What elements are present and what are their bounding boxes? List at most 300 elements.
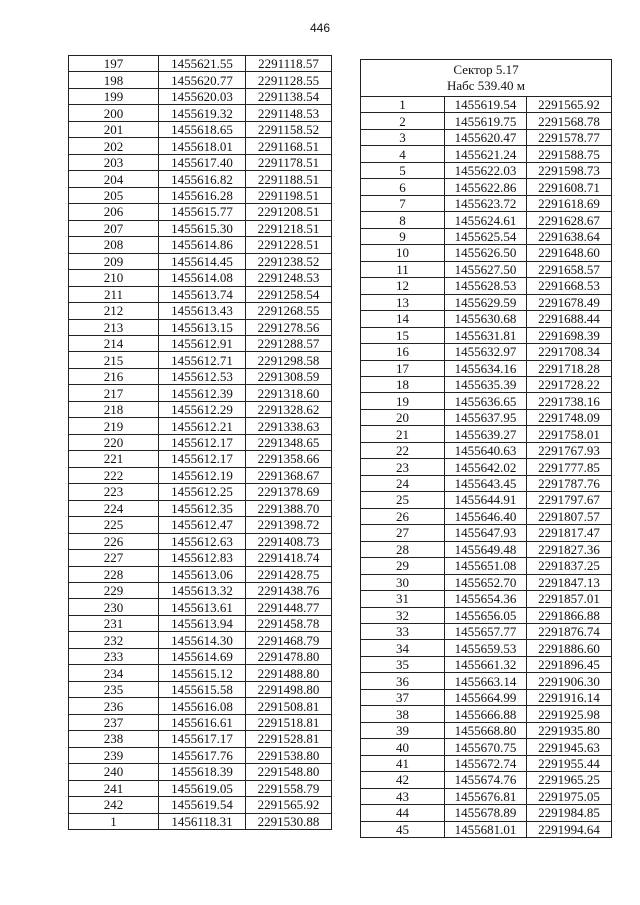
x-coordinate-cell: 1455614.69: [159, 648, 246, 664]
table-row: [361, 755, 612, 771]
table-row: [361, 442, 612, 458]
x-coordinate-cell: 1455619.54: [159, 797, 246, 813]
y-coordinate-cell: 2291538.80: [246, 747, 332, 763]
x-coordinate-cell: 1455612.17: [159, 434, 246, 450]
table-row: [69, 171, 332, 187]
y-coordinate-cell: 2291935.80: [527, 722, 612, 738]
point-number-cell: 45: [361, 821, 445, 837]
x-coordinate-cell: 1455613.15: [159, 319, 246, 335]
table-row: [361, 591, 612, 607]
y-coordinate-cell: 2291994.64: [527, 821, 612, 837]
y-coordinate-cell: 2291618.69: [527, 195, 612, 211]
x-coordinate-cell: 1455634.16: [445, 360, 527, 376]
y-coordinate-cell: 2291378.69: [246, 484, 332, 500]
point-number-cell: 1: [361, 97, 445, 113]
x-coordinate-cell: 1455622.03: [445, 162, 527, 178]
x-coordinate-cell: 1455612.35: [159, 500, 246, 516]
y-coordinate-cell: 2291698.39: [527, 327, 612, 343]
table-row: [69, 714, 332, 730]
table-row: [361, 525, 612, 541]
x-coordinate-cell: 1455668.80: [445, 722, 527, 738]
x-coordinate-cell: 1455620.03: [159, 88, 246, 104]
point-number-cell: 209: [69, 253, 159, 269]
x-coordinate-cell: 1455635.39: [445, 376, 527, 392]
y-coordinate-cell: 2291348.65: [246, 434, 332, 450]
y-coordinate-cell: 2291368.67: [246, 467, 332, 483]
y-coordinate-cell: 2291498.80: [246, 681, 332, 697]
x-coordinate-cell: 1456118.31: [159, 813, 246, 829]
point-number-cell: 25: [361, 492, 445, 508]
x-coordinate-cell: 1455612.71: [159, 352, 246, 368]
y-coordinate-cell: 2291338.63: [246, 418, 332, 434]
point-number-cell: 197: [69, 56, 159, 72]
table-row: [361, 739, 612, 755]
y-coordinate-cell: 2291268.55: [246, 303, 332, 319]
y-coordinate-cell: 2291318.60: [246, 385, 332, 401]
point-number-cell: 20: [361, 409, 445, 425]
page-number: 446: [309, 21, 331, 35]
y-coordinate-cell: 2291178.51: [246, 154, 332, 170]
point-number-cell: 199: [69, 88, 159, 104]
x-coordinate-cell: 1455620.77: [159, 72, 246, 88]
x-coordinate-cell: 1455621.24: [445, 146, 527, 162]
y-coordinate-cell: 2291827.36: [527, 541, 612, 557]
y-coordinate-cell: 2291488.80: [246, 665, 332, 681]
point-number-cell: 14: [361, 311, 445, 327]
y-coordinate-cell: 2291658.57: [527, 261, 612, 277]
x-coordinate-cell: 1455612.21: [159, 418, 246, 434]
point-number-cell: 208: [69, 237, 159, 253]
point-number-cell: 200: [69, 105, 159, 121]
x-coordinate-cell: 1455617.17: [159, 731, 246, 747]
x-coordinate-cell: 1455681.01: [445, 821, 527, 837]
y-coordinate-cell: 2291638.64: [527, 228, 612, 244]
y-coordinate-cell: 2291565.92: [246, 797, 332, 813]
x-coordinate-cell: 1455613.61: [159, 599, 246, 615]
point-number-cell: 5: [361, 162, 445, 178]
point-number-cell: 203: [69, 154, 159, 170]
x-coordinate-cell: 1455632.97: [445, 344, 527, 360]
x-coordinate-cell: 1455625.54: [445, 228, 527, 244]
point-number-cell: 230: [69, 599, 159, 615]
x-coordinate-cell: 1455656.05: [445, 607, 527, 623]
table-row: [361, 772, 612, 788]
point-number-cell: 228: [69, 566, 159, 582]
point-number-cell: 21: [361, 426, 445, 442]
point-number-cell: 236: [69, 698, 159, 714]
point-number-cell: 204: [69, 171, 159, 187]
sector-title: Сектор 5.17: [453, 62, 519, 77]
y-coordinate-cell: 2291298.58: [246, 352, 332, 368]
y-coordinate-cell: 2291817.47: [527, 525, 612, 541]
x-coordinate-cell: 1455614.45: [159, 253, 246, 269]
y-coordinate-cell: 2291258.54: [246, 286, 332, 302]
point-number-cell: 42: [361, 772, 445, 788]
point-number-cell: 9: [361, 228, 445, 244]
point-number-cell: 232: [69, 632, 159, 648]
x-coordinate-cell: 1455674.76: [445, 772, 527, 788]
point-number-cell: 43: [361, 788, 445, 804]
point-number-cell: 33: [361, 624, 445, 640]
x-coordinate-cell: 1455631.81: [445, 327, 527, 343]
table-row: [361, 459, 612, 475]
point-number-cell: 24: [361, 475, 445, 491]
y-coordinate-cell: 2291906.30: [527, 673, 612, 689]
y-coordinate-cell: 2291558.79: [246, 780, 332, 796]
point-number-cell: 225: [69, 517, 159, 533]
point-number-cell: 22: [361, 442, 445, 458]
y-coordinate-cell: 2291478.80: [246, 648, 332, 664]
table-row: [69, 681, 332, 697]
table-row: [69, 368, 332, 384]
point-number-cell: 213: [69, 319, 159, 335]
table-row: [361, 821, 612, 837]
table-row: [69, 352, 332, 368]
x-coordinate-cell: 1455661.32: [445, 656, 527, 672]
point-number-cell: 13: [361, 294, 445, 310]
y-coordinate-cell: 2291398.72: [246, 517, 332, 533]
x-coordinate-cell: 1455647.93: [445, 525, 527, 541]
table-row: [69, 187, 332, 203]
point-number-cell: 15: [361, 327, 445, 343]
y-coordinate-cell: 2291777.85: [527, 459, 612, 475]
x-coordinate-cell: 1455651.08: [445, 558, 527, 574]
y-coordinate-cell: 2291568.78: [527, 113, 612, 129]
x-coordinate-cell: 1455620.47: [445, 129, 527, 145]
x-coordinate-cell: 1455646.40: [445, 508, 527, 524]
y-coordinate-cell: 2291518.81: [246, 714, 332, 730]
y-coordinate-cell: 2291857.01: [527, 591, 612, 607]
x-coordinate-cell: 1455649.48: [445, 541, 527, 557]
table-row: [69, 335, 332, 351]
table-row: [69, 88, 332, 104]
table-row: [361, 624, 612, 640]
y-coordinate-cell: 2291408.73: [246, 533, 332, 549]
table-row: [69, 566, 332, 582]
y-coordinate-cell: 2291208.51: [246, 204, 332, 220]
table-row: [69, 138, 332, 154]
point-number-cell: 233: [69, 648, 159, 664]
point-number-cell: 214: [69, 335, 159, 351]
point-number-cell: 10: [361, 245, 445, 261]
table-row: [69, 72, 332, 88]
y-coordinate-cell: 2291975.05: [527, 788, 612, 804]
x-coordinate-cell: 1455678.89: [445, 805, 527, 821]
point-number-cell: 206: [69, 204, 159, 220]
table-row: [69, 615, 332, 631]
x-coordinate-cell: 1455612.47: [159, 517, 246, 533]
point-number-cell: 226: [69, 533, 159, 549]
x-coordinate-cell: 1455627.50: [445, 261, 527, 277]
point-number-cell: 241: [69, 780, 159, 796]
table-row: [361, 574, 612, 590]
y-coordinate-cell: 2291428.75: [246, 566, 332, 582]
y-coordinate-cell: 2291138.54: [246, 88, 332, 104]
y-coordinate-cell: 2291148.53: [246, 105, 332, 121]
x-coordinate-cell: 1455612.25: [159, 484, 246, 500]
x-coordinate-cell: 1455642.02: [445, 459, 527, 475]
point-number-cell: 7: [361, 195, 445, 211]
table-row: [69, 484, 332, 500]
x-coordinate-cell: 1455619.05: [159, 780, 246, 796]
x-coordinate-cell: 1455613.32: [159, 583, 246, 599]
table-row: [361, 475, 612, 491]
x-coordinate-cell: 1455615.58: [159, 681, 246, 697]
point-number-cell: 221: [69, 451, 159, 467]
x-coordinate-cell: 1455612.83: [159, 550, 246, 566]
y-coordinate-cell: 2291708.34: [527, 344, 612, 360]
table-row: [69, 434, 332, 450]
x-coordinate-cell: 1455624.61: [445, 212, 527, 228]
table-row: [69, 303, 332, 319]
x-coordinate-cell: 1455616.61: [159, 714, 246, 730]
x-coordinate-cell: 1455657.77: [445, 624, 527, 640]
coordinates-table-sector-body: [361, 60, 612, 838]
x-coordinate-cell: 1455640.63: [445, 442, 527, 458]
table-row: [361, 426, 612, 442]
table-row: [361, 344, 612, 360]
y-coordinate-cell: 2291118.57: [246, 56, 332, 72]
table-row: [361, 689, 612, 705]
x-coordinate-cell: 1455612.53: [159, 368, 246, 384]
coordinates-table-sector: [360, 59, 612, 838]
sector-header-cell: [361, 60, 612, 97]
table-row: [69, 731, 332, 747]
point-number-cell: 205: [69, 187, 159, 203]
table-row: [69, 451, 332, 467]
y-coordinate-cell: 2291438.76: [246, 583, 332, 599]
y-coordinate-cell: 2291158.52: [246, 121, 332, 137]
y-coordinate-cell: 2291288.57: [246, 335, 332, 351]
point-number-cell: 239: [69, 747, 159, 763]
point-number-cell: 44: [361, 805, 445, 821]
table-row: [361, 261, 612, 277]
x-coordinate-cell: 1455619.75: [445, 113, 527, 129]
point-number-cell: 41: [361, 755, 445, 771]
table-row: [361, 640, 612, 656]
sector-header-row: [361, 60, 612, 97]
table-row: [69, 385, 332, 401]
x-coordinate-cell: 1455612.39: [159, 385, 246, 401]
table-row: [361, 706, 612, 722]
point-number-cell: 28: [361, 541, 445, 557]
table-row: [361, 129, 612, 145]
table-row: [361, 212, 612, 228]
y-coordinate-cell: 2291728.22: [527, 376, 612, 392]
table-row: [69, 648, 332, 664]
table-row: [69, 813, 332, 829]
x-coordinate-cell: 1455621.55: [159, 56, 246, 72]
table-row: [361, 97, 612, 113]
point-number-cell: 223: [69, 484, 159, 500]
table-row: [361, 607, 612, 623]
table-row: [69, 270, 332, 286]
x-coordinate-cell: 1455618.39: [159, 764, 246, 780]
y-coordinate-cell: 2291448.77: [246, 599, 332, 615]
y-coordinate-cell: 2291847.13: [527, 574, 612, 590]
x-coordinate-cell: 1455618.01: [159, 138, 246, 154]
table-row: [69, 665, 332, 681]
x-coordinate-cell: 1455636.65: [445, 393, 527, 409]
table-row: [361, 673, 612, 689]
y-coordinate-cell: 2291328.62: [246, 401, 332, 417]
table-row: [361, 788, 612, 804]
y-coordinate-cell: 2291886.60: [527, 640, 612, 656]
x-coordinate-cell: 1455617.40: [159, 154, 246, 170]
table-row: [361, 179, 612, 195]
point-number-cell: 217: [69, 385, 159, 401]
x-coordinate-cell: 1455614.08: [159, 270, 246, 286]
table-row: [69, 500, 332, 516]
point-number-cell: 16: [361, 344, 445, 360]
y-coordinate-cell: 2291866.88: [527, 607, 612, 623]
x-coordinate-cell: 1455615.77: [159, 204, 246, 220]
point-number-cell: 27: [361, 525, 445, 541]
table-row: [361, 508, 612, 524]
point-number-cell: 207: [69, 220, 159, 236]
table-row: [69, 780, 332, 796]
point-number-cell: 242: [69, 797, 159, 813]
table-row: [69, 764, 332, 780]
point-number-cell: 29: [361, 558, 445, 574]
x-coordinate-cell: 1455614.86: [159, 237, 246, 253]
x-coordinate-cell: 1455664.99: [445, 689, 527, 705]
table-row: [69, 319, 332, 335]
point-number-cell: 31: [361, 591, 445, 607]
point-number-cell: 6: [361, 179, 445, 195]
y-coordinate-cell: 2291718.28: [527, 360, 612, 376]
table-row: [361, 376, 612, 392]
y-coordinate-cell: 2291876.74: [527, 624, 612, 640]
point-number-cell: 231: [69, 615, 159, 631]
table-row: [361, 656, 612, 672]
y-coordinate-cell: 2291767.93: [527, 442, 612, 458]
y-coordinate-cell: 2291787.76: [527, 475, 612, 491]
x-coordinate-cell: 1455628.53: [445, 278, 527, 294]
y-coordinate-cell: 2291668.53: [527, 278, 612, 294]
coordinates-table-left-body: [69, 56, 332, 830]
x-coordinate-cell: 1455617.76: [159, 747, 246, 763]
x-coordinate-cell: 1455630.68: [445, 311, 527, 327]
x-coordinate-cell: 1455612.63: [159, 533, 246, 549]
y-coordinate-cell: 2291925.98: [527, 706, 612, 722]
x-coordinate-cell: 1455652.70: [445, 574, 527, 590]
y-coordinate-cell: 2291308.59: [246, 368, 332, 384]
table-row: [361, 409, 612, 425]
point-number-cell: 2: [361, 113, 445, 129]
x-coordinate-cell: 1455676.81: [445, 788, 527, 804]
y-coordinate-cell: 2291468.79: [246, 632, 332, 648]
y-coordinate-cell: 2291168.51: [246, 138, 332, 154]
point-number-cell: 19: [361, 393, 445, 409]
x-coordinate-cell: 1455612.17: [159, 451, 246, 467]
point-number-cell: 11: [361, 261, 445, 277]
table-row: [69, 583, 332, 599]
y-coordinate-cell: 2291598.73: [527, 162, 612, 178]
point-number-cell: 215: [69, 352, 159, 368]
table-row: [69, 533, 332, 549]
point-number-cell: 238: [69, 731, 159, 747]
x-coordinate-cell: 1455643.45: [445, 475, 527, 491]
point-number-cell: 220: [69, 434, 159, 450]
y-coordinate-cell: 2291198.51: [246, 187, 332, 203]
point-number-cell: 23: [361, 459, 445, 475]
point-number-cell: 12: [361, 278, 445, 294]
y-coordinate-cell: 2291984.85: [527, 805, 612, 821]
table-row: [361, 294, 612, 310]
table-row: [69, 105, 332, 121]
point-number-cell: 237: [69, 714, 159, 730]
x-coordinate-cell: 1455613.74: [159, 286, 246, 302]
point-number-cell: 17: [361, 360, 445, 376]
point-number-cell: 202: [69, 138, 159, 154]
table-row: [69, 121, 332, 137]
y-coordinate-cell: 2291418.74: [246, 550, 332, 566]
x-coordinate-cell: 1455629.59: [445, 294, 527, 310]
point-number-cell: 32: [361, 607, 445, 623]
y-coordinate-cell: 2291128.55: [246, 72, 332, 88]
table-row: [69, 698, 332, 714]
table-row: [361, 278, 612, 294]
y-coordinate-cell: 2291748.09: [527, 409, 612, 425]
table-row: [361, 393, 612, 409]
point-number-cell: 35: [361, 656, 445, 672]
table-row: [361, 228, 612, 244]
sector-height: Набс 539.40 м: [446, 78, 526, 93]
x-coordinate-cell: 1455670.75: [445, 739, 527, 755]
point-number-cell: 240: [69, 764, 159, 780]
table-row: [361, 722, 612, 738]
x-coordinate-cell: 1455666.88: [445, 706, 527, 722]
coordinates-table-left: [68, 55, 332, 830]
point-number-cell: 4: [361, 146, 445, 162]
point-number-cell: 36: [361, 673, 445, 689]
point-number-cell: 212: [69, 303, 159, 319]
x-coordinate-cell: 1455644.91: [445, 492, 527, 508]
point-number-cell: 1: [69, 813, 159, 829]
x-coordinate-cell: 1455615.30: [159, 220, 246, 236]
point-number-cell: 38: [361, 706, 445, 722]
y-coordinate-cell: 2291738.16: [527, 393, 612, 409]
point-number-cell: 227: [69, 550, 159, 566]
table-row: [361, 162, 612, 178]
table-row: [361, 146, 612, 162]
table-row: [69, 220, 332, 236]
y-coordinate-cell: 2291388.70: [246, 500, 332, 516]
y-coordinate-cell: 2291797.67: [527, 492, 612, 508]
x-coordinate-cell: 1455639.27: [445, 426, 527, 442]
y-coordinate-cell: 2291896.45: [527, 656, 612, 672]
y-coordinate-cell: 2291965.25: [527, 772, 612, 788]
y-coordinate-cell: 2291628.67: [527, 212, 612, 228]
x-coordinate-cell: 1455672.74: [445, 755, 527, 771]
x-coordinate-cell: 1455616.08: [159, 698, 246, 714]
table-row: [69, 56, 332, 72]
y-coordinate-cell: 2291758.01: [527, 426, 612, 442]
table-row: [69, 204, 332, 220]
x-coordinate-cell: 1455654.36: [445, 591, 527, 607]
point-number-cell: 219: [69, 418, 159, 434]
table-row: [361, 245, 612, 261]
table-row: [361, 327, 612, 343]
x-coordinate-cell: 1455622.86: [445, 179, 527, 195]
y-coordinate-cell: 2291837.25: [527, 558, 612, 574]
table-row: [69, 154, 332, 170]
x-coordinate-cell: 1455612.91: [159, 335, 246, 351]
point-number-cell: 210: [69, 270, 159, 286]
y-coordinate-cell: 2291530.88: [246, 813, 332, 829]
point-number-cell: 234: [69, 665, 159, 681]
